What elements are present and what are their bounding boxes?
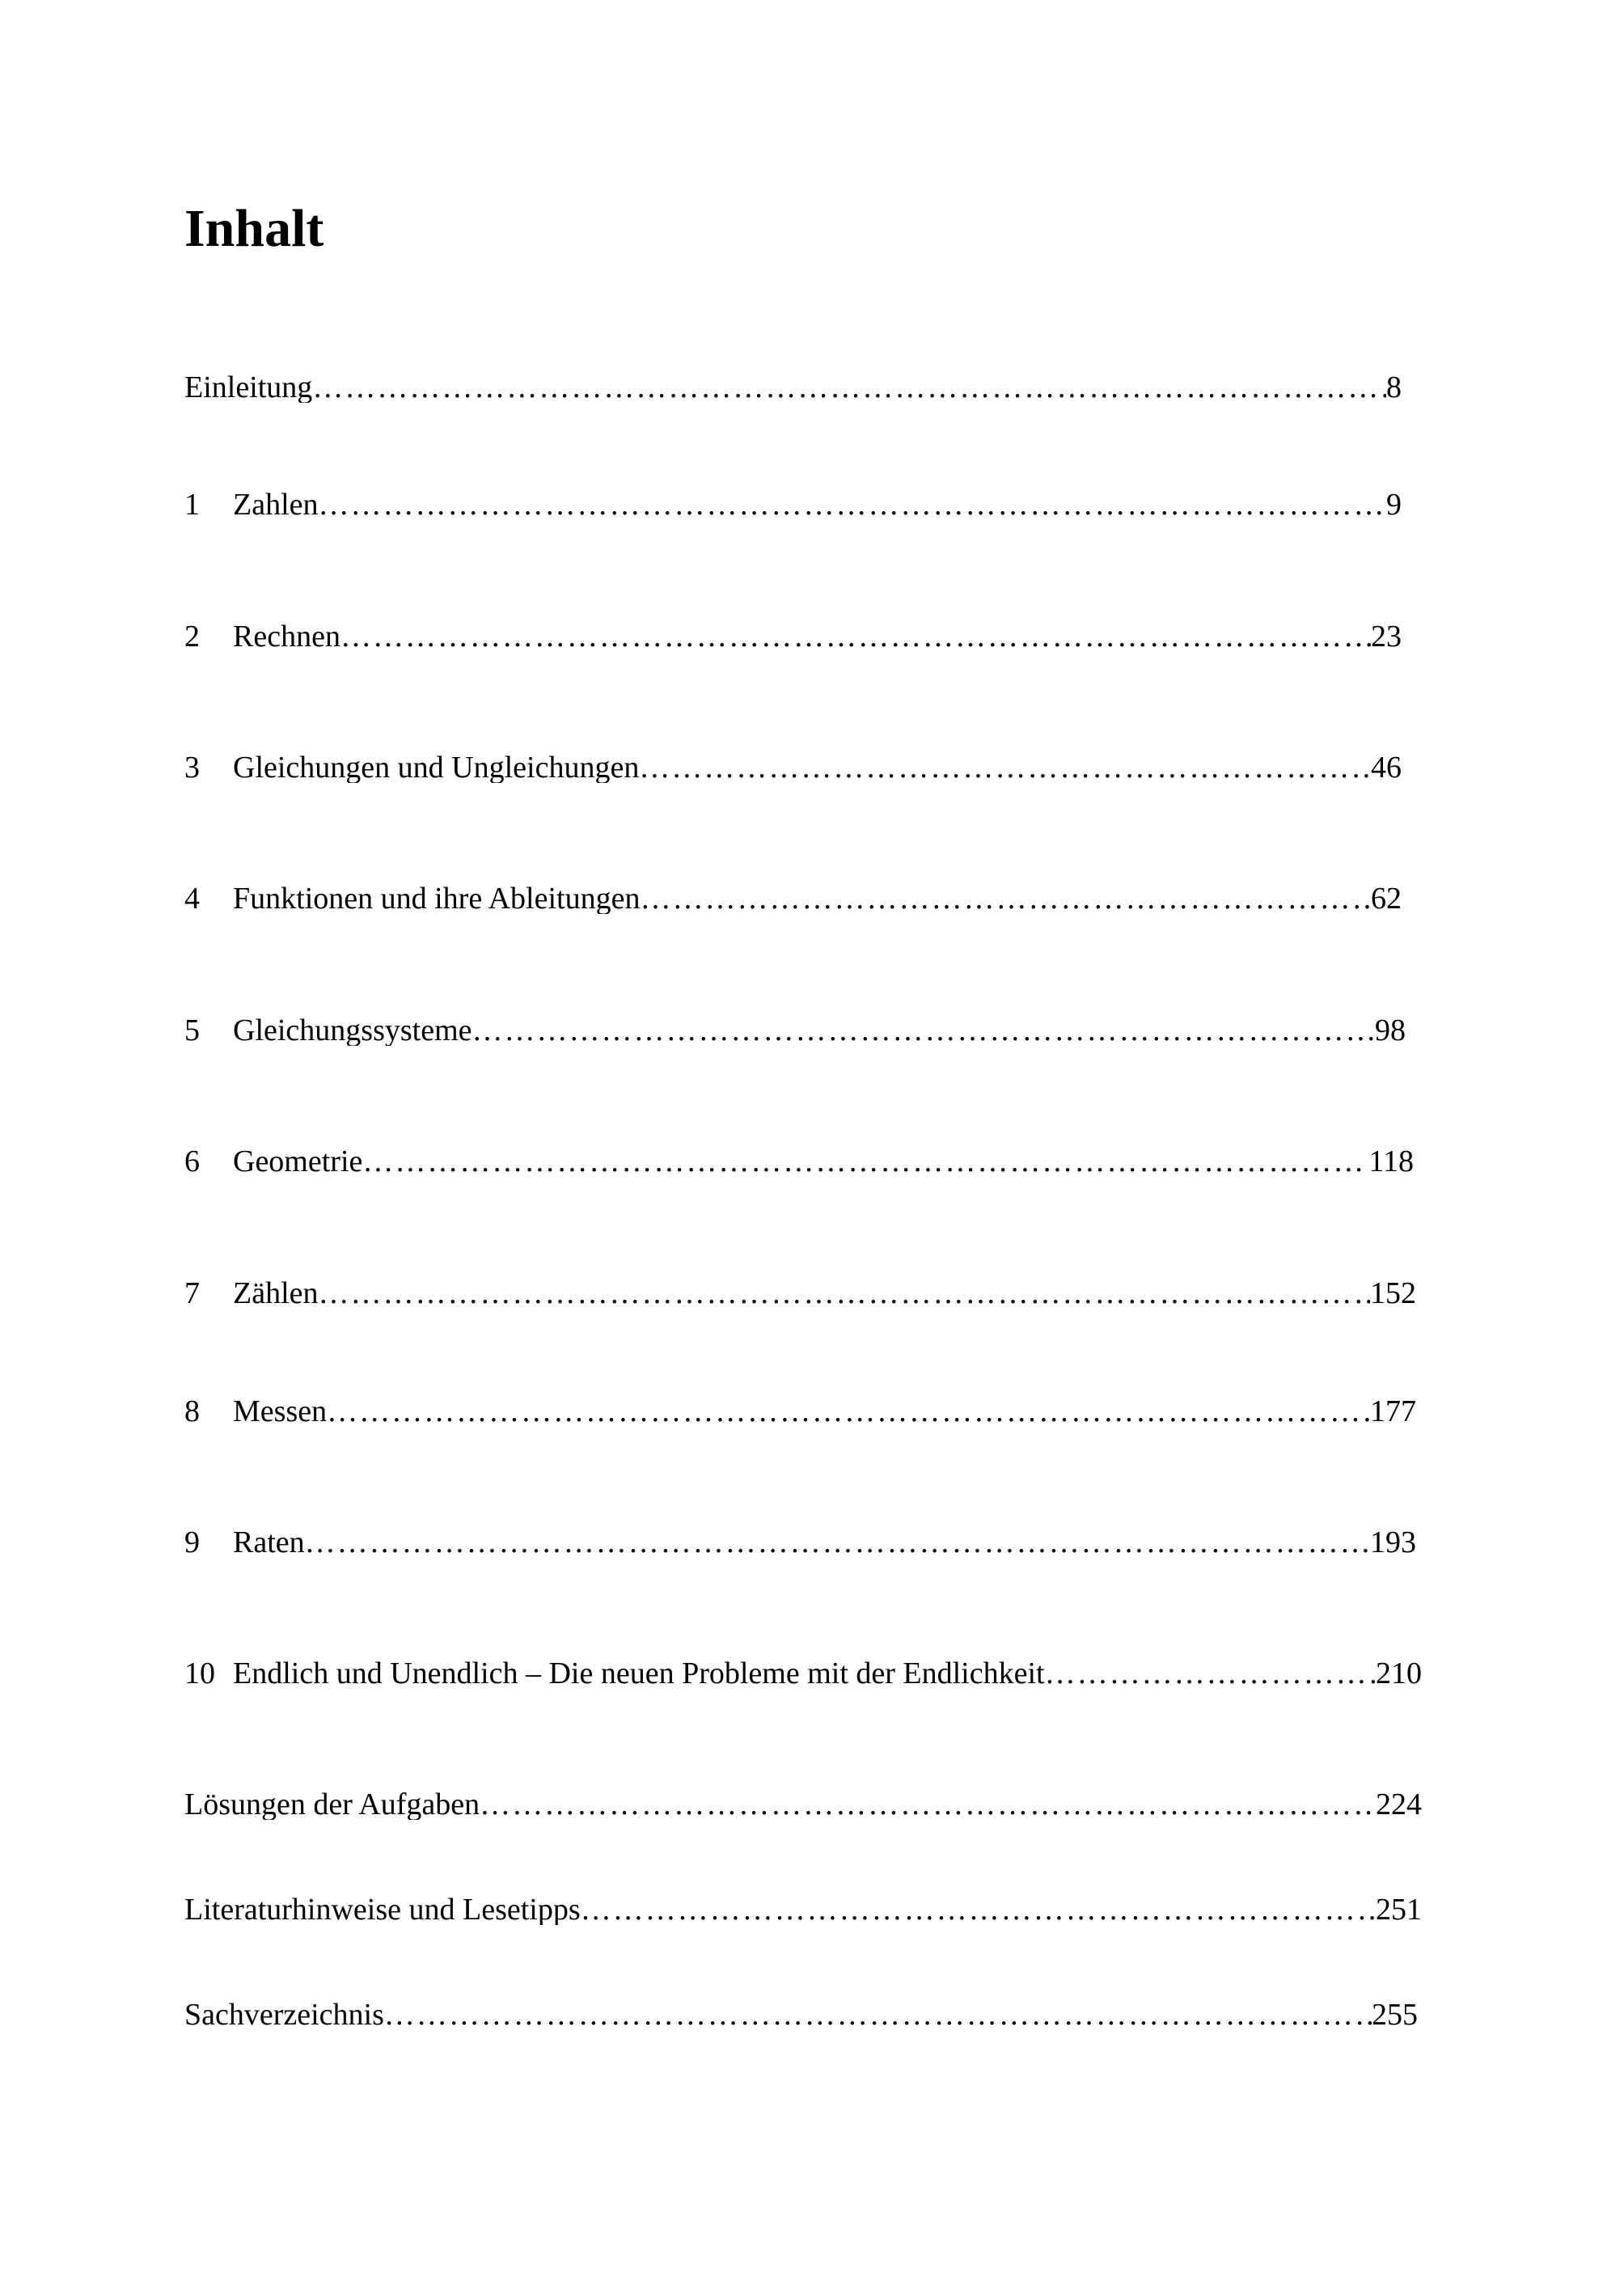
- toc-entry-page: 62: [1371, 883, 1402, 914]
- toc-entry-chapter-4: [184, 883, 1402, 914]
- toc-entry-page: 98: [1375, 1015, 1406, 1046]
- dot-leader: [327, 1396, 1370, 1427]
- dot-leader: [1045, 1658, 1376, 1689]
- dot-leader: [384, 1999, 1372, 2030]
- toc-entry-label: Zahlen: [233, 489, 319, 520]
- toc-entry-label: Geometrie: [233, 1146, 363, 1177]
- toc-entry-label: Gleichungen und Ungleichungen: [233, 752, 640, 783]
- dot-leader: [319, 489, 1386, 520]
- toc-entry-page: 251: [1376, 1894, 1422, 1925]
- toc-entry-page: 9: [1386, 489, 1402, 520]
- toc-entry-number: 3: [184, 752, 200, 783]
- dot-leader: [312, 372, 1386, 403]
- toc-entry-chapter-1: [184, 489, 1402, 520]
- dot-leader: [319, 1278, 1370, 1309]
- page-title: Inhalt: [184, 199, 324, 258]
- toc-entry-number: 1: [184, 489, 200, 520]
- toc-entry-page: 8: [1386, 372, 1402, 403]
- dot-leader: [305, 1527, 1370, 1558]
- toc-entry-number: 10: [184, 1658, 215, 1689]
- toc-entry-chapter-8: [184, 1396, 1416, 1427]
- toc-entry-page: 23: [1371, 621, 1402, 652]
- dot-leader: [362, 1146, 1368, 1177]
- toc-entry-number: 6: [184, 1146, 200, 1177]
- toc-entry-label: Rechnen: [233, 621, 340, 652]
- toc-entry-einleitung: [184, 372, 1402, 403]
- toc-entry-chapter-9: [184, 1527, 1416, 1558]
- toc-entry-label: Messen: [233, 1396, 328, 1427]
- dot-leader: [581, 1894, 1376, 1925]
- toc-entry-label: Lösungen der Aufgaben: [184, 1789, 480, 1820]
- toc-entry-number: 4: [184, 883, 200, 914]
- toc-entry-label: Raten: [233, 1527, 305, 1558]
- toc-entry-page: 193: [1370, 1527, 1416, 1558]
- toc-entry-chapter-5: [184, 1015, 1406, 1046]
- toc-entry-number: 8: [184, 1396, 200, 1427]
- toc-entry-label: Funktionen und ihre Ableitungen: [233, 883, 641, 914]
- toc-entry-number: 2: [184, 621, 200, 652]
- toc-entry-page: 46: [1371, 752, 1402, 783]
- toc-entry-label: Zählen: [233, 1278, 319, 1309]
- toc-entry-page: 255: [1372, 1999, 1418, 2030]
- toc-entry-page: 210: [1376, 1658, 1422, 1689]
- toc-entry-label: Endlich und Unendlich – Die neuen Probleme mit der Endlichkeit: [233, 1658, 1045, 1689]
- toc-entry-number: 5: [184, 1015, 200, 1046]
- dot-leader: [480, 1789, 1376, 1820]
- toc-entry-page: 224: [1376, 1789, 1422, 1820]
- toc-entry-chapter-3: [184, 752, 1402, 783]
- toc-entry-label: Sachverzeichnis: [184, 1999, 384, 2030]
- dot-leader: [340, 621, 1371, 652]
- toc-entry-literatur: [184, 1894, 1422, 1925]
- toc-entry-page: 177: [1370, 1396, 1416, 1427]
- toc-entry-sachverzeichnis: [184, 1999, 1418, 2030]
- dot-leader: [472, 1015, 1375, 1046]
- toc-entry-label: Gleichungssysteme: [233, 1015, 472, 1046]
- dot-leader: [639, 752, 1371, 783]
- toc-entry-label: Einleitung: [184, 372, 313, 403]
- toc-entry-chapter-2: [184, 621, 1402, 652]
- toc-entry-page: 152: [1370, 1278, 1416, 1309]
- toc-entry-chapter-6: [184, 1146, 1414, 1177]
- toc-entry-chapter-7: [184, 1278, 1416, 1309]
- toc-entry-page: 118: [1368, 1146, 1414, 1177]
- toc-entry-chapter-10: [184, 1658, 1422, 1689]
- dot-leader: [640, 883, 1371, 914]
- toc-entry-loesungen: [184, 1789, 1422, 1820]
- toc-entry-label: Literaturhinweise und Lesetipps: [184, 1894, 581, 1925]
- toc-entry-number: 9: [184, 1527, 200, 1558]
- toc-entry-number: 7: [184, 1278, 200, 1309]
